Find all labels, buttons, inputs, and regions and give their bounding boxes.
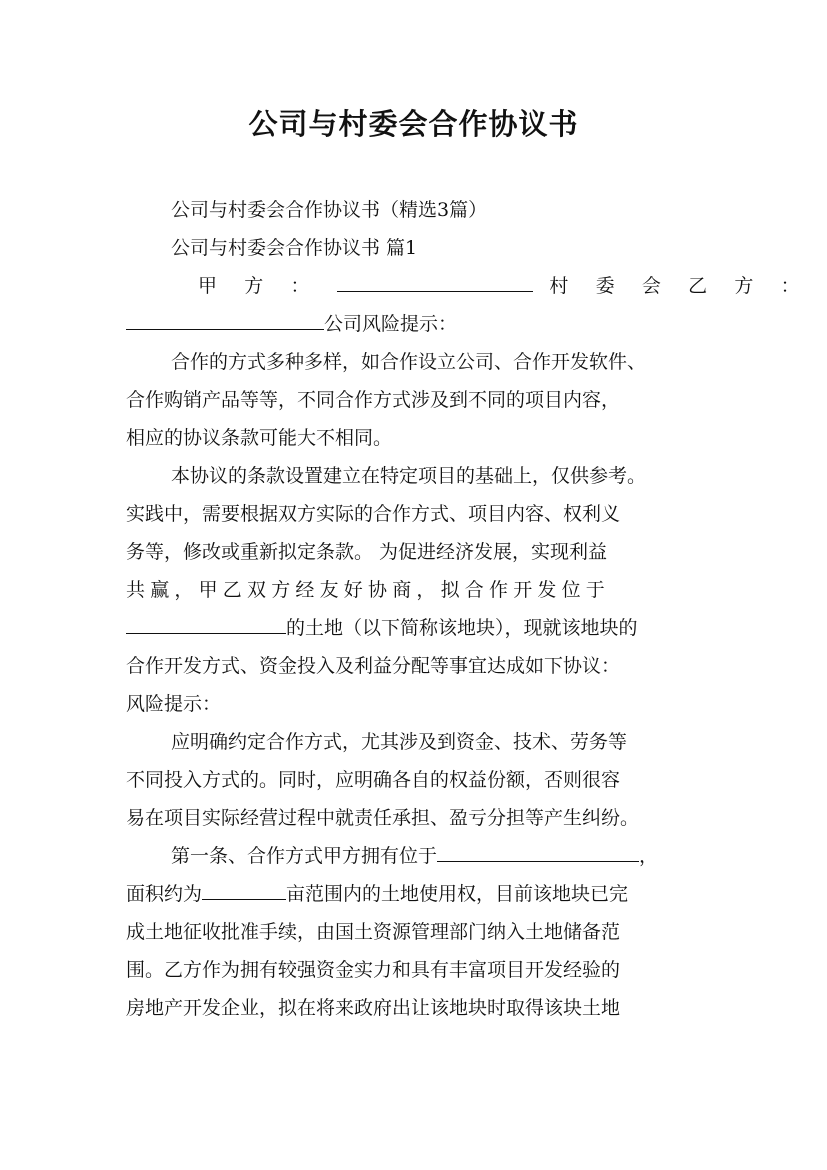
location-line [126,609,716,647]
comma: ， [639,845,659,867]
document-body [126,191,811,1027]
location-text: 的土地（以下简称该地块），现就该地块的 [286,617,638,639]
location-blank [126,611,286,634]
party-b-blank [126,307,324,330]
document-subtitle: 公司与村委会合作协议书（精选3篇） [171,199,488,221]
party-line [126,267,811,305]
document-title: 公司与村委会合作协议书 [248,107,579,141]
article-one-line [126,837,716,875]
paragraph-line: 合作的方式多种多样，如合作设立公司、合作开发软件、 [171,351,647,373]
paragraph-line: 本协议的条款设置建立在特定项目的基础上，仅供参考。 [171,465,647,487]
risk-label: 风险提示： [126,693,222,715]
paragraph-line: 应明确约定合作方式，尤其涉及到资金、技术、劳务等 [171,731,628,753]
paragraph-line: 房地产开发企业，拟在将来政府出让该地块时取得该块土地 [126,997,621,1019]
area-label: 面积约为 [126,883,203,905]
area-blank [202,877,286,900]
area-line [126,875,716,913]
paragraph-line: 实践中，需要根据双方实际的合作方式、项目内容、权利义 [126,503,621,525]
party-b-line [126,305,716,343]
land-location-blank [437,839,639,862]
paragraph-line: 相应的协议条款可能大不相同。 [126,427,393,449]
party-a-blank [337,269,533,292]
party-b-label: 村 委 会 乙 方 ： [549,275,811,297]
paragraph-line: 围。乙方作为拥有较强资金实力和具有丰富项目开发经验的 [126,959,621,981]
area-text: 亩范围内的土地使用权，目前该地块已完 [286,883,629,905]
article-one-text: 第一条、合作方式甲方拥有位于 [171,845,438,867]
paragraph-line: 成土地征收批准手续，由国土资源管理部门纳入土地储备范 [126,921,621,943]
paragraph-line: 共赢，甲乙双方经友好协商，拟合作开发位于 [126,579,611,601]
part-heading: 公司与村委会合作协议书 篇1 [171,237,418,259]
company-risk-label: 公司风险提示： [324,313,458,335]
paragraph-line: 合作购销产品等等，不同合作方式涉及到不同的项目内容， [126,389,621,411]
paragraph-line: 不同投入方式的。同时，应明确各自的权益份额，否则很容 [126,769,621,791]
paragraph-line: 务等，修改或重新拟定条款。 为促进经济发展，实现利益 [126,541,608,563]
paragraph-line: 易在项目实际经营过程中就责任承担、盈亏分担等产生纠纷。 [126,807,640,829]
paragraph-line: 合作开发方式、资金投入及利益分配等事宜达成如下协议： [126,655,621,677]
party-a-label: 甲 方 ： [198,275,321,297]
